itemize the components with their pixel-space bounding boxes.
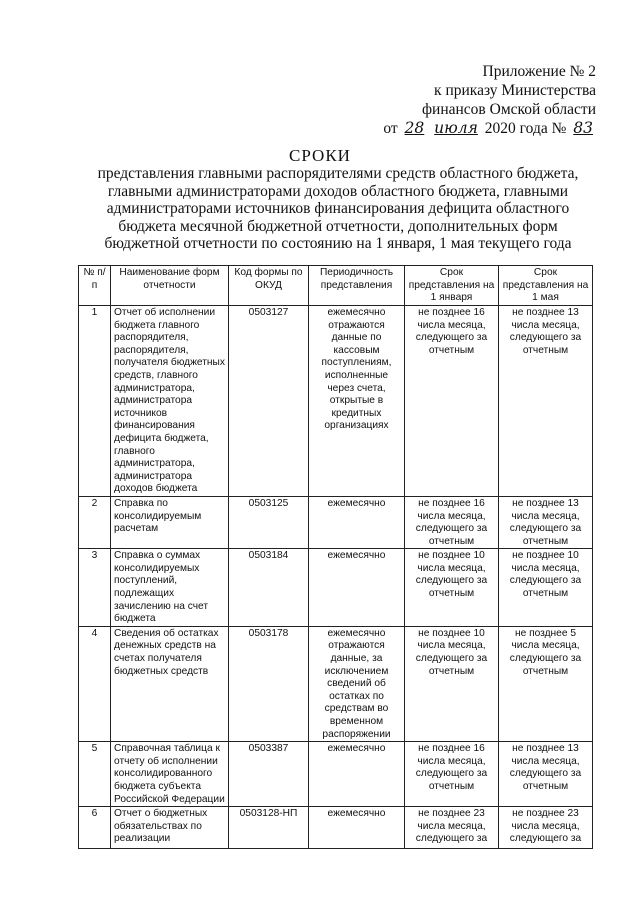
table-row — [79, 549, 593, 627]
appendix-line-3: финансов Омской области — [422, 101, 596, 118]
cell-deadline-january: не позднее 10 числа месяца, следующего за отчетным — [405, 549, 499, 627]
table-row — [79, 742, 593, 807]
cell-periodicity: ежемесячно — [309, 742, 405, 807]
cell-deadline-january: не позднее 16 числа месяца, следующего за отчетным — [405, 306, 499, 497]
cell-deadline-may: не позднее 5 числа месяца, следующего за отчетным — [499, 626, 593, 741]
header-number: № п/п — [79, 266, 111, 306]
cell-form-name: Сведения об остатках денежных средств на счетах получателя бюджетных средств — [111, 626, 229, 741]
cell-deadline-january: не позднее 16 числа месяца, следующего за отчетным — [405, 742, 499, 807]
cell-deadline-january: не позднее 10 числа месяца, следующего за отчетным — [405, 626, 499, 741]
cell-form-name: Отчет об исполнении бюджета главного распорядителя, распорядителя, получателя бюджетных средств, главного администратора, администратора источников финансирования дефицита бюджета, главного администратора, администратора доходов бюджета — [111, 306, 229, 497]
header-deadline-january: Срок представления на 1 января — [405, 266, 499, 306]
cell-deadline-january: не позднее 16 числа месяца, следующего за отчетным — [405, 496, 499, 548]
cell-okud-code: 0503125 — [229, 496, 309, 548]
cell-form-name: Отчет о бюджетных обязательствах по реализации — [111, 807, 229, 849]
cell-deadline-may: не позднее 23 числа месяца, следующего за — [499, 807, 593, 849]
cell-okud-code: 0503184 — [229, 549, 309, 627]
appendix-line-2: к приказу Министерства — [434, 82, 596, 99]
table-row — [79, 626, 593, 741]
header-periodicity: Периодичность представления — [309, 266, 405, 306]
cell-okud-code: 0503387 — [229, 742, 309, 807]
document-title: СРОКИ — [289, 146, 351, 165]
cell-form-name: Справка о суммах консолидируемых поступлений, подлежащих зачислению на счет бюджета — [111, 549, 229, 627]
cell-periodicity: ежемесячно отражаются данные по кассовым поступлениям, исполненные через счета, открытые в кредитных организациях — [309, 306, 405, 497]
appendix-block — [336, 62, 596, 138]
cell-periodicity: ежемесячно отражаются данные, за исключением сведений об остатках по средствам во временном распоряжении — [309, 626, 405, 741]
cell-okud-code: 0503178 — [229, 626, 309, 741]
cell-number: 4 — [79, 626, 111, 741]
cell-form-name: Справка по консолидируемым расчетам — [111, 496, 229, 548]
document-subtitle: представления главными распорядителями средств областного бюджета, главными администраторами доходов областного бюджета, главными администраторами источников финансирования дефицита областного бюджета месячной бюджетной отчетности, дополнительных форм бюджетной отчетности по состоянию на 1 января, 1 мая текущего года — [97, 165, 579, 252]
cell-deadline-may: не позднее 10 числа месяца, следующего за отчетным — [499, 549, 593, 627]
handwritten-month: июля — [434, 119, 478, 137]
table-row — [79, 807, 593, 849]
appendix-date-line — [336, 119, 596, 138]
deadlines-table — [78, 265, 593, 849]
cell-okud-code: 0503128-НП — [229, 807, 309, 849]
header-form-name: Наименование форм отчетности — [111, 266, 229, 306]
handwritten-day: 28 — [404, 119, 425, 137]
cell-periodicity: ежемесячно — [309, 549, 405, 627]
table-header-row — [79, 266, 593, 306]
date-year-text: 2020 года № — [484, 120, 567, 137]
cell-number: 5 — [79, 742, 111, 807]
table-row — [79, 306, 593, 497]
cell-number: 2 — [79, 496, 111, 548]
date-prefix: от — [383, 120, 398, 137]
cell-form-name: Справочная таблица к отчету об исполнении консолидированного бюджета субъекта Российской Федерации — [111, 742, 229, 807]
appendix-line-1: Приложение № 2 — [482, 63, 596, 80]
cell-deadline-january: не позднее 23 числа месяца, следующего за — [405, 807, 499, 849]
cell-periodicity: ежемесячно — [309, 496, 405, 548]
header-deadline-may: Срок представления на 1 мая — [499, 266, 593, 306]
cell-deadline-may: не позднее 13 числа месяца, следующего за отчетным — [499, 306, 593, 497]
handwritten-order-number: 83 — [573, 119, 593, 137]
cell-number: 3 — [79, 549, 111, 627]
cell-okud-code: 0503127 — [229, 306, 309, 497]
cell-deadline-may: не позднее 13 числа месяца, следующего за отчетным — [499, 742, 593, 807]
table-row — [79, 496, 593, 548]
header-okud-code: Код формы по ОКУД — [229, 266, 309, 306]
cell-number: 6 — [79, 807, 111, 849]
cell-number: 1 — [79, 306, 111, 497]
cell-periodicity: ежемесячно — [309, 807, 405, 849]
cell-deadline-may: не позднее 13 числа месяца, следующего за отчетным — [499, 496, 593, 548]
